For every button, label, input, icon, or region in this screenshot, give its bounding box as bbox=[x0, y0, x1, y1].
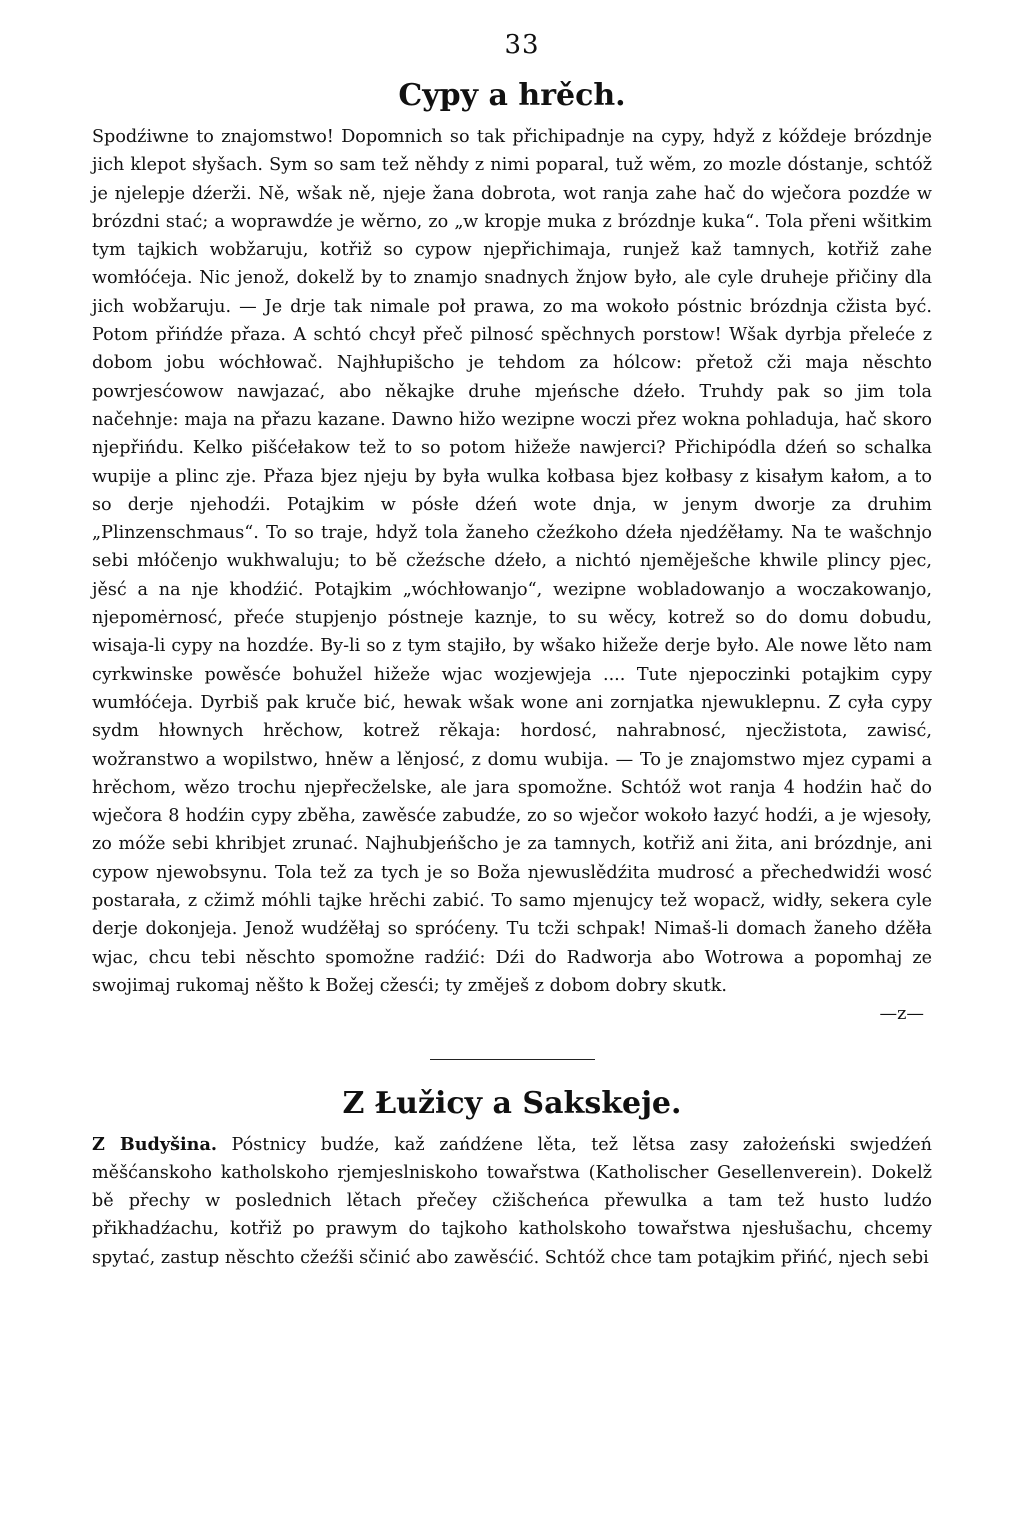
news-body bbox=[92, 1131, 932, 1272]
section-heading: Z Łužicy a Sakskeje. bbox=[342, 1085, 682, 1121]
article-title: Cypy a hrěch. bbox=[398, 78, 626, 113]
article-body bbox=[92, 123, 932, 1029]
article-luzica-a-sakska bbox=[92, 1086, 932, 1272]
author-signature: —z— bbox=[879, 1004, 924, 1025]
section-divider bbox=[430, 1059, 595, 1060]
news-text: Póstnicy budźe, kaž zańdźene lěta, tež lětsa zasy założeński swjedźeń měšćanskoho katholskoho rjemjeslniskoho towařstwa (Katholischer Gesellenverein). Dokelž bě přechy w poslednich lětach přečey cžišcheńca přewulka a tam tež husto ludźo přikhadźachu, kotřiž po prawym do tajkoho katholskoho towařstwa njesłušachu, chcemy spytać, zastup něschto cžeźši sčinić abo zawěsćić. Schtóž chce tam potajkim přińć, njech sebi bbox=[92, 1134, 933, 1268]
article-paragraph: Spodźiwne to znajomstwo! Dopomnich so tak přichipadnje na cypy, hdyž z kóždeje brózdnje jich klepot słyšach. Sym so sam tež něhdy z nimi poparal, tuž wěm, zo mozle dóstanje, schtóž je njelepje dźerži. Ně, wšak ně, njeje žana dobrota, wot ranja zahe hač do wječora pozdźe w brózdni stać; a woprawdźe je wěrno, zo „w kropje muka z brózdnje kuka“. Tola přeni wšitkim tym tajkich wobžaruju, kotřiž so cypow njepřichimaja, runjež kaž tamnych, kotřiž zahe womłóćeja. Nic jenož, dokelž by to znamjo snadnych žnjow było, ale cyle druheje přičiny dla jich wobžaruju. — Je drje tak nimale poł prawa, zo ma wokoło póstnic brózdnja cžista być. Potom přińdźe přaza. A schtó chcył přeč pilnosć spěchnych porstow! Wšak dyrbja přeleće z dobom jobu wóchłowač. Najhłupišcho je tehdom za hólcow: přetož cži maja něschto powrjesćowow nawjazać, abo někajke druhe mjeńsche dźeło. Truhdy pak so jim tola načehnje: maja na přazu kazane. Dawno hižo wezipne woczi přez wokna pohladuja, hač skoro njepřińdu. Kelko pišćełakow tež to so potom hižeže nawjerci? Přichipódla dźeń so schalka wupije a plinc zje. Přaza bjez njeju by była wulka kołbasa bjez kołbasy z kisałym kałom, a to so derje njehodźi. Potajkim w pósłe dźeń wote dnja, w jenym dworje za druhim „Plinzenschmaus“. To so traje, hdyž tola žaneho cžeźkoho dźeła njedźěłamy. Na te wašchnjo sebi młóčenjo wukhwaluju; to bě cžeźsche dźeło, a nichtó njeměješche khwile plincy pjec, jěsć a na nje khodźić. Potajkim „wóchłowanjo“, wezipne wobladowanjo a woczakowanjo, njepomėrnosć, přeće stupjenjo póstneje kaznje, to su wěcy, kotrež so do domu dobudu, wisaja-li cypy na hozdźe. By-li so z tym stajiło, by wšako hižeže derje było. Ale nowe lěto nam cyrkwinske powěsće bohužel hižeže wjac wozjewjeja .... Tute njepoczinki potajkim cypy wumłóćeja. Dyrbiš pak kruče bić, hewak wšak wone ani zornjatka njewuklepnu. Z cyła cypy sydm hłownych hrěchow, kotrež rěkaja: hordosć, nahrabnosć, njecžistota, zawisć, wožranstwo a wopilstwo, hněw a lěnjosć, z domu wubija. — To je znajomstwo mjez cypami a hrěchom, wězo trochu njepřecželske, ale jara spomožne. Schtóž wot ranja 4 hodźin hač do wječora 8 hodźin cypy zběha, zawěsće zabudźe, zo so wječor wokoło łazyć hodźi, a je wjesoły, zo móže sebi khribjet zrunać. Najhubjeńšcho je za tamnych, kotřiž ani žita, ani brózdnje, ani cypow njewobsynu. Tola tež za tych je so Boža njewuslědźita mudrosć a přechedwidźi wosć postarała, z cžimž móhli tajke hrěchi zabić. To samo mjenujcy tež wopacž, widły, sekera cyle derje dokonjeja. Jenož wudźěłaj so spróćeny. Tu tcži schpak! Nimaš-li domach žaneho dźěła wjac, chcu tebi něschto spomožne radźić: Dźi do Radworja abo Wotrowa a popomhaj ze swojimaj rukomaj něšto k Božej cžesći; ty změješ z dobom dobry skutk. bbox=[92, 127, 932, 996]
dateline: Z Budyšina. bbox=[92, 1133, 217, 1155]
article-cypy-a-hrech bbox=[92, 78, 932, 1029]
page-number: 33 bbox=[504, 30, 540, 60]
news-paragraph bbox=[92, 1131, 932, 1272]
